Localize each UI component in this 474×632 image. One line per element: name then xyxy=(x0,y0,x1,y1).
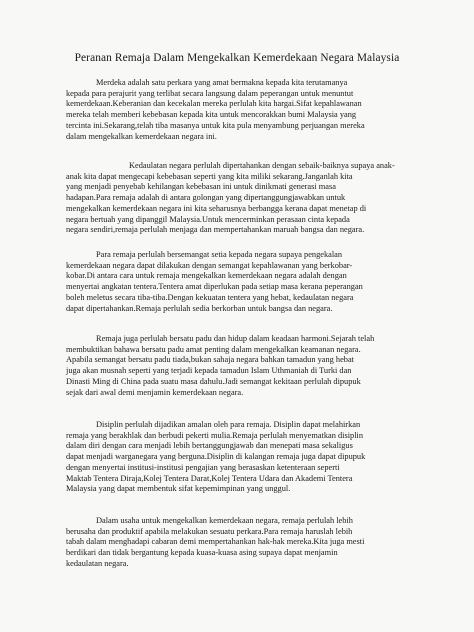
paragraph-line: Dalam usaha untuk mengekalkan kemerdekaan negara, remaja perlulah lebih xyxy=(96,516,353,525)
paragraph-line: dalam diri dengan cara menjadi lebih bertanggungjawab dan menepati masa sekaligus xyxy=(66,441,353,451)
paragraph-line: yang menjadi penyebab kehilangan kebebasan ini untuk dinikmati generasi masa xyxy=(66,182,336,192)
paragraph-line: Disiplin perlulah dijadikan amalan oleh para remaja. Disiplin dapat melahirkan xyxy=(96,420,361,429)
paragraph-5 xyxy=(66,420,416,495)
paragraph-line: dengan menyertai institusi-institusi pengajian yang berasaskan ketenteraan seperti xyxy=(66,462,340,472)
paragraph-line: boleh meletus secara tiba-tiba.Dengan kekuatan tentera yang hebat, kedaulatan negara xyxy=(66,292,354,302)
paragraph-line: dalam mengekalkan kemerdekaan negara ini. xyxy=(66,131,217,141)
paragraph-line: anak kita dapat mengecapi kebebasan seperti yang kita miliki sekarang.Janganlah kita xyxy=(66,171,353,181)
paragraph-line: Merdeka adalah satu perkara yang amat bermakna kepada kita terutamanya xyxy=(96,78,348,87)
document-title: Peranan Remaja Dalam Mengekalkan Kemerdekaan Negara Malaysia xyxy=(74,52,400,64)
paragraph-line: dapat dipertahankan.Remaja perlulah sedia berkorban untuk bangsa dan negara. xyxy=(66,303,333,313)
paragraph-line: tabah dalam menghadapi cabaran demi mempertahankan hak-hak mereka.Kita juga mesti xyxy=(66,537,365,547)
paragraph-line: Kedaulatan negara perlulah dipertahankan dengan sebaik-baiknya supaya anak- xyxy=(129,161,395,170)
paragraph-1 xyxy=(66,78,416,142)
paragraph-line: remaja yang berakhlak dan berbudi pekerti mulia.Remaja perlulah menyematkan disiplin xyxy=(66,430,364,440)
paragraph-line: kemerdekaan.Keberanian dan kecekalan mereka perlulah kita hargai.Sifat kepahlawanan xyxy=(66,99,362,109)
paragraph-line: Malaysia yang dapat membentuk sifat kepemimpinan yang unggul. xyxy=(66,484,291,494)
paragraph-line: negara sendiri,remaja perlulah menjaga dan mempertahankan maruah bangsa dan negara. xyxy=(66,225,365,235)
paragraph-line: kedaulatan negara. xyxy=(66,558,129,568)
paragraph-line: kepada para perajurit yang terlibat secara langsung dalam peperangan untuk menuntut xyxy=(66,88,354,98)
paragraph-line: Para remaja perlulah bersemangat setia kepada negara supaya pengekalan xyxy=(96,250,343,259)
paragraph-line: Maktab Tentera Diraja,Kolej Tentera Darat,Kolej Tentera Udara dan Akademi Tentera xyxy=(66,473,353,483)
paragraph-line: kemerdekaan negara dapat dilakukan dengan semangat kepahlawanan yang berkobar- xyxy=(66,260,353,270)
paragraph-line: Dinasti Ming di China pada suatu masa dahulu.Jadi semangat kekitaan perlulah dipupuk xyxy=(66,376,361,386)
paragraph-line: membuktikan bahawa bersatu padu amat penting dalam mengekalkan keamanan negara. xyxy=(66,344,361,354)
paragraph-line: hadapan.Para remaja adalah di antara golongan yang dipertanggungjawabkan untuk xyxy=(66,193,346,203)
paragraph-line: berusaha dan produktif apabila melakukan sesuatu perkara.Para remaja haruslah lebih xyxy=(66,526,353,536)
paragraph-3 xyxy=(66,250,416,314)
paragraph-line: menyertai angkatan tentera.Tentera amat diperlukan pada setiap masa kerana peperangan xyxy=(66,282,363,292)
paragraph-line: mengekalkan kemerdekaan negara ini kita seharusnya berbangga kerana dapat menetap di xyxy=(66,203,367,213)
paragraph-line: negara bertuah yang dipanggil Malaysia.Untuk mencerminkan perasaan cinta kepada xyxy=(66,214,350,224)
paragraph-4 xyxy=(66,334,416,398)
paragraph-line: kobar.Di antara cara untuk remaja mengekalkan kemerdekaan negara adalah dengan xyxy=(66,271,347,281)
paragraph-line: Remaja juga perlulah bersatu padu dan hidup dalam keadaan harmoni.Sejarah telah xyxy=(96,334,375,343)
paragraph-line: berdikari dan tidak bergantung kepada kuasa-kuasa asing supaya dapat menjamin xyxy=(66,548,338,558)
paragraph-line: tercinta ini.Sekarang,telah tiba masanya untuk kita pula menyambung perjuangan mereka xyxy=(66,120,365,130)
paragraph-line: sejak dari awal demi menjamin kemerdekaan negara. xyxy=(66,387,244,397)
paragraph-line: Apabila semangat bersatu padu tiada,bukan sahaja negara bahkan tamadun yang hebat xyxy=(66,355,354,365)
paragraph-line: mereka telah memberi kebebasan kepada kita untuk mencorakkan bumi Malaysia yang xyxy=(66,110,357,120)
paragraph-line: dapat menjadi warganegara yang berguna.Disiplin di kalangan remaja juga dapat dipupuk xyxy=(66,452,366,462)
paragraph-line: juga akan musnah seperti yang terjadi kepada tamadun Islam Uthmaniah di Turki dan xyxy=(66,366,352,376)
paragraph-2 xyxy=(66,161,416,236)
paragraph-6 xyxy=(66,516,416,570)
